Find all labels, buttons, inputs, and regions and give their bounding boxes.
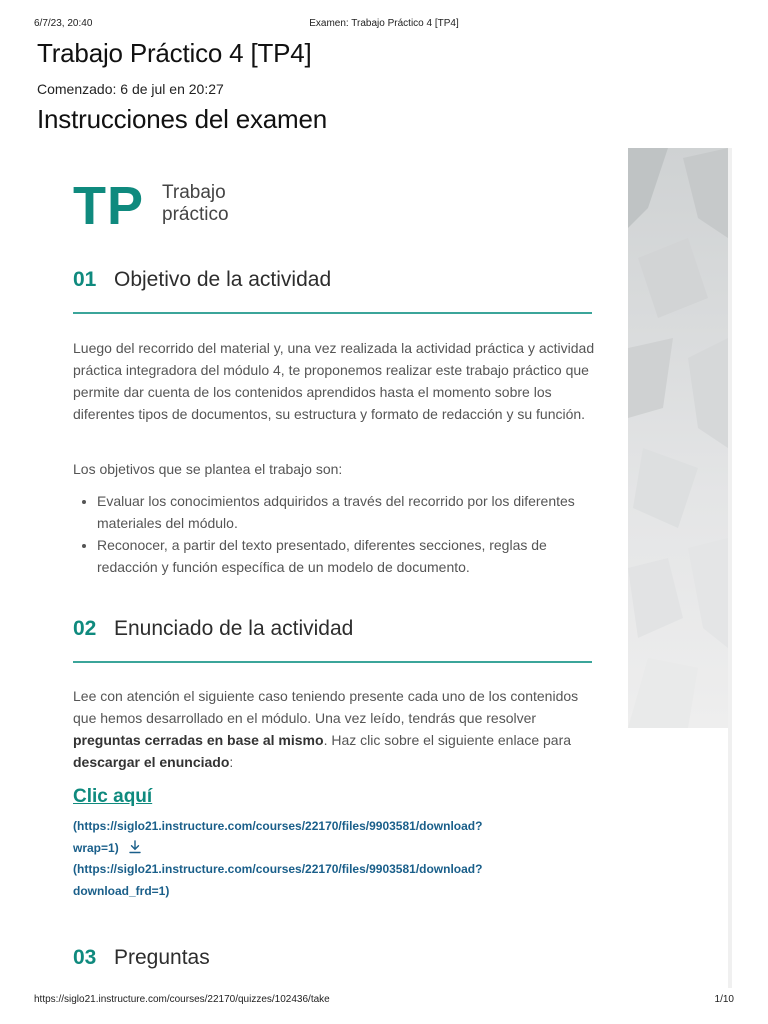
section-heading-03 [73, 946, 592, 994]
statement-paragraph [73, 685, 595, 773]
quiz-started: Comenzado: 6 de jul en 20:27 [37, 81, 224, 97]
print-page-title: Examen: Trabajo Práctico 4 [TP4] [309, 18, 459, 29]
section-title: Enunciado de la actividad [114, 617, 354, 640]
print-url: https://siglo21.instructure.com/courses/22170/quizzes/102436/take [34, 994, 330, 1005]
section-divider [73, 312, 592, 314]
download-link[interactable]: Clic aquí [73, 786, 153, 807]
section-title: Preguntas [114, 946, 210, 969]
tp-logo-word-2: práctico [162, 204, 229, 225]
url-line: download_frd=1) [73, 884, 170, 898]
list-item: • Evaluar los conocimientos adquiridos a través del recorrido por los diferentes materiales del módulo. [97, 490, 597, 534]
geometric-pattern-icon [628, 148, 728, 728]
decorative-background-image [628, 148, 728, 728]
tp-logo-word-1: Trabajo [162, 182, 226, 203]
url-line: (https://siglo21.instructure.com/courses/22170/files/9903581/download? [73, 862, 483, 876]
statement-text: . Haz clic sobre el siguiente enlace para [323, 732, 572, 748]
download-url-2[interactable] [73, 858, 573, 902]
print-header [34, 18, 734, 32]
section-number: 02 [73, 617, 97, 640]
print-page-number: 1/10 [714, 994, 734, 1005]
section-divider [73, 661, 592, 663]
decorative-strip [728, 148, 732, 988]
statement-text: Lee con atención el siguiente caso teniendo presente cada uno de los contenidos que hemos desarrollado en el módulo. Una vez leído, tendrás que resolver [73, 688, 579, 726]
url-line: wrap=1) [73, 841, 119, 855]
download-url-1[interactable] [73, 815, 573, 859]
instructions-heading: Instrucciones del examen [37, 104, 328, 134]
objectives-list [73, 490, 597, 578]
tp-logo-mark: TP [73, 176, 145, 236]
statement-text: : [229, 754, 234, 770]
tp-logo [73, 176, 273, 236]
section-heading-02 [73, 617, 592, 665]
section-number: 01 [73, 268, 97, 291]
print-datetime: 6/7/23, 20:40 [34, 18, 93, 29]
section-number: 03 [73, 946, 97, 969]
objective-paragraph: Luego del recorrido del material y, una vez realizada la actividad práctica y actividad práctica integradora del módulo 4, te proponemos realizar este trabajo práctico que permite dar cuenta de los contenidos aprendidos hasta el momento sobre los diferentes tipos de documentos, su estructura y formato de redacción y su función. [73, 340, 595, 422]
print-footer [34, 994, 734, 1008]
download-icon[interactable] [128, 840, 142, 854]
objectives-intro: Los objetivos que se plantea el trabajo son: [73, 461, 343, 477]
statement-bold-1: preguntas cerradas en base al mismo [73, 732, 324, 748]
section-heading-01 [73, 268, 592, 316]
statement-bold-2: descargar el enunciado [73, 754, 230, 770]
url-line: (https://siglo21.instructure.com/courses/22170/files/9903581/download? [73, 819, 483, 833]
list-item: • Reconocer, a partir del texto presentado, diferentes secciones, reglas de redacción y función específica de un modelo de documento. [97, 534, 597, 578]
quiz-title: Trabajo Práctico 4 [TP4] [37, 38, 312, 68]
section-title: Objetivo de la actividad [114, 268, 332, 291]
